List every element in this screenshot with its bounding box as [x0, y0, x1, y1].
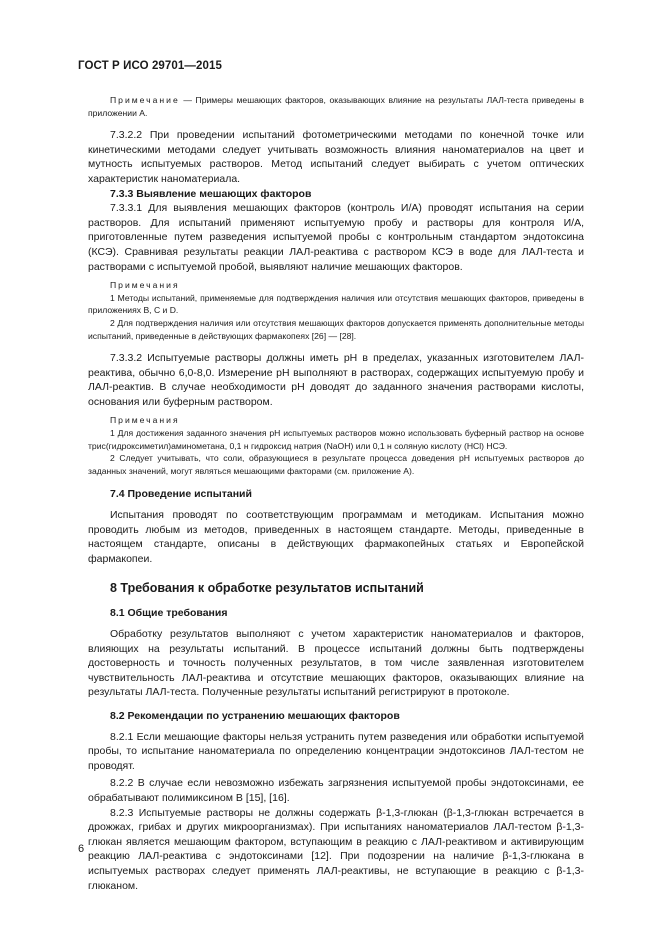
note-1-1: 1 Методы испытаний, применяемые для подтверждения наличия или отсутствия мешающих факторов, приведены в приложениях B, C и D.: [88, 292, 584, 316]
note-2-2: 2 Следует учитывать, что соли, образующиеся в результате процесса доведения pH испытуемых растворов до заданных значений, могут являться мешающими факторами (см. приложение А).: [88, 453, 584, 476]
note-text: — Примеры мешающих факторов, оказывающих влияние на результаты ЛАЛ-теста приведены в приложении А.: [88, 95, 584, 118]
paragraph-7-3-3-2: 7.3.3.2 Испытуемые растворы должны иметь pH в пределах, указанных изготовителем ЛАЛ-реактива, обычно 6,0-8,0. Измерение pH выполняют в растворах, содержащих испытуемую пробу и ЛАЛ-реактив. В случае необходимости pH доводят до заданного значения растворами кислоты, основания или буферным раствором.: [88, 352, 584, 408]
heading-7-3-3: 7.3.3 Выявление мешающих факторов: [110, 187, 312, 200]
paragraph-8-2-3: 8.2.3 Испытуемые растворы не должны содержать β-1,3-глюкан (β-1,3-глюкан встречается в дрожжах, грибах и других микроорганизмах). При испытаниях наноматериалов ЛАЛ-тестом β-1,3-глюкан является мешающим фактором, вступающим в реакцию с ЛАЛ-реактивом и активирующим реакцию ЛАЛ-реактива с эндотоксинами [12]. При подозрении на наличие β-1,3-глюкана в испытуемых растворах следует применять ЛАЛ-реактивы, не вступающие в реакцию с β-1,3-глюканом.: [88, 806, 584, 892]
page-number: 6: [78, 843, 85, 855]
heading-8-1: 8.1 Общие требования: [110, 607, 228, 620]
note-2-1: 1 Для достижения заданного значения pH испытуемых растворов можно использовать буферный раствор на основе трис(гидроксиметил)аминометана, 0,1 н гидроксид натрия (NaOH) или 0,1 н соляную кислоту (HCl) НСЭ.: [88, 428, 584, 451]
paragraph-8-2-2: 8.2.2 В случае если невозможно избежать загрязнения испытуемой пробы эндотоксинами, ее обрабатывают полимиксином В [15], [16].: [88, 777, 584, 804]
page-content: [88, 94, 584, 893]
notes-label-2: Примечания: [110, 415, 180, 426]
heading-7-4: 7.4 Проведение испытаний: [110, 488, 252, 501]
notes-label-1: Примечания: [110, 280, 180, 291]
heading-8-2: 8.2 Рекомендации по устранению мешающих факторов: [110, 709, 400, 722]
paragraph-7-3-2-2: 7.3.2.2 При проведении испытаний фотометрическими методами по конечной точке или кинетическими методами следует учитывать возможность влияния наноматериалов на цвет и мутность испытуемых растворов. Метод испытаний следует выбирать с учетом оптических характеристик наноматериала.: [88, 129, 584, 185]
paragraph-7-3-3-1: 7.3.3.1 Для выявления мешающих факторов (контроль И/А) проводят испытания на серии растворов. Для испытаний применяют испытуемую пробу и растворы для контроля И/А, приготовленные путем разведения испытуемой пробы с контрольным стандартом эндотоксина (КСЭ). Сравнивая результаты реакции ЛАЛ-реактива с раствором КСЭ в воде для ЛАЛ-теста и растворами с испытуемой пробой, выявляют наличие мешающих факторов.: [88, 202, 584, 273]
standard-header: ГОСТ Р ИСО 29701—2015: [78, 60, 223, 72]
heading-section-8: 8 Требования к обработке результатов испытаний: [110, 581, 424, 596]
note-interfering-factors: [88, 94, 584, 119]
note-1-2: 2 Для подтверждения наличия или отсутствия мешающих факторов допускается применять дополнительные методы испытаний, приведенные в действующих фармакопеях [26] — [28].: [88, 317, 584, 341]
paragraph-7-4: Испытания проводят по соответствующим программам и методикам. Испытания можно проводить любым из методов, приведенных в настоящем стандарте. Методы, приведенные в настоящем стандарте, описаны в действующих фармакопейных статьях и Европейской фармакопеи.: [88, 509, 584, 565]
paragraph-8-1: Обработку результатов выполняют с учетом характеристик наноматериалов и факторов, влияющих на результаты испытаний. В процессе испытаний должны быть подтверждены достоверность и точность полученных результатов, в том числе заявленная изготовителем чувствительность ЛАЛ-реактива и отсутствие мешающих факторов, оказывающих влияние на результаты ЛАЛ-теста. Полученные результаты испытаний регистрируют в протоколе.: [88, 628, 584, 699]
paragraph-8-2-1: 8.2.1 Если мешающие факторы нельзя устранить путем разведения или обработки испытуемой пробы, то испытание наноматериала по определению концентрации эндотоксинов ЛАЛ-тестом не проводят.: [88, 730, 584, 772]
note-label: Примечание: [110, 95, 180, 105]
